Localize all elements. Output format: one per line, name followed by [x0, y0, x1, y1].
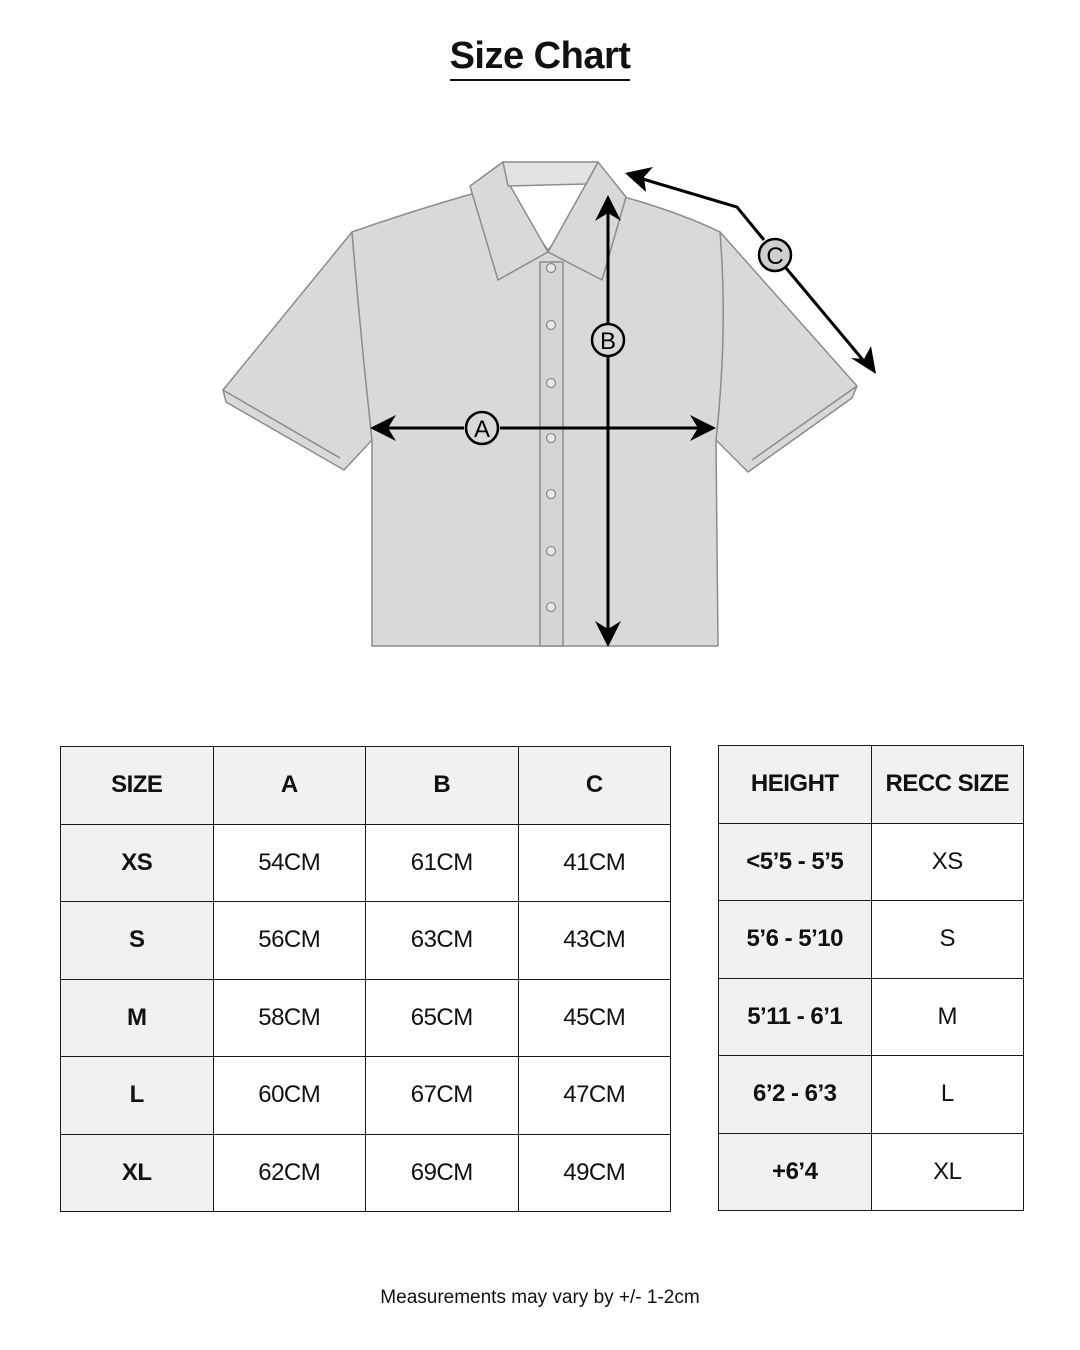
measure-cell: 43CM: [518, 902, 671, 980]
table-row: [719, 1056, 1024, 1134]
header-cell: B: [366, 747, 519, 825]
size-cell: XL: [61, 1134, 214, 1212]
measure-cell: 60CM: [213, 1057, 366, 1135]
header-cell: SIZE: [61, 747, 214, 825]
recc-size-cell: M: [871, 978, 1024, 1056]
measure-cell: 54CM: [213, 824, 366, 902]
shirt-button: [547, 321, 556, 330]
collar-band: [503, 162, 598, 186]
table-row: [719, 978, 1024, 1056]
height-cell: 6’2 - 6’3: [719, 1056, 872, 1134]
measure-cell: 62CM: [213, 1134, 366, 1212]
height-recommendation-table: [718, 745, 1024, 1211]
size-measurement-table: [60, 746, 671, 1212]
measure-cell: 69CM: [366, 1134, 519, 1212]
shirt-button: [547, 603, 556, 612]
measure-cell: 49CM: [518, 1134, 671, 1212]
shirt-button: [547, 434, 556, 443]
height-cell: +6’4: [719, 1133, 872, 1211]
height-cell: 5’11 - 6’1: [719, 978, 872, 1056]
label-b: B: [599, 328, 617, 355]
size-cell: L: [61, 1057, 214, 1135]
header-cell: A: [213, 747, 366, 825]
height-cell: 5’6 - 5’10: [719, 901, 872, 979]
shirt-illustration: [223, 162, 857, 646]
table-row: [61, 824, 671, 902]
header-cell: RECC SIZE: [871, 746, 1024, 824]
recc-size-cell: XL: [871, 1133, 1024, 1211]
shirt-button: [547, 379, 556, 388]
table-row: [61, 979, 671, 1057]
table-row: [719, 1133, 1024, 1211]
left-sleeve: [223, 232, 372, 470]
measure-cell: 56CM: [213, 902, 366, 980]
footnote: Measurements may vary by +/- 1-2cm: [380, 1287, 700, 1308]
measure-cell: 58CM: [213, 979, 366, 1057]
shirt-button: [547, 490, 556, 499]
height-cell: <5’5 - 5’5: [719, 823, 872, 901]
recc-size-cell: XS: [871, 823, 1024, 901]
table-row: [719, 823, 1024, 901]
table-header-row: [61, 747, 671, 825]
measure-cell: 41CM: [518, 824, 671, 902]
size-cell: M: [61, 979, 214, 1057]
header-cell: HEIGHT: [719, 746, 872, 824]
table-row: [719, 901, 1024, 979]
table-row: [61, 1134, 671, 1212]
shirt-diagram: [210, 150, 890, 670]
label-a: A: [473, 416, 491, 443]
size-cell: XS: [61, 824, 214, 902]
measure-cell: 63CM: [366, 902, 519, 980]
measure-cell: 45CM: [518, 979, 671, 1057]
table-row: [61, 1057, 671, 1135]
measure-cell: 47CM: [518, 1057, 671, 1135]
header-cell: C: [518, 747, 671, 825]
label-c: C: [766, 243, 784, 270]
table-header-row: [719, 746, 1024, 824]
measure-cell: 61CM: [366, 824, 519, 902]
table-row: [61, 902, 671, 980]
recc-size-cell: S: [871, 901, 1024, 979]
page-title: Size Chart: [0, 34, 1080, 81]
measure-cell: 67CM: [366, 1057, 519, 1135]
recc-size-cell: L: [871, 1056, 1024, 1134]
shirt-button: [547, 264, 556, 273]
size-cell: S: [61, 902, 214, 980]
placket: [540, 262, 563, 646]
shirt-button: [547, 547, 556, 556]
measure-cell: 65CM: [366, 979, 519, 1057]
